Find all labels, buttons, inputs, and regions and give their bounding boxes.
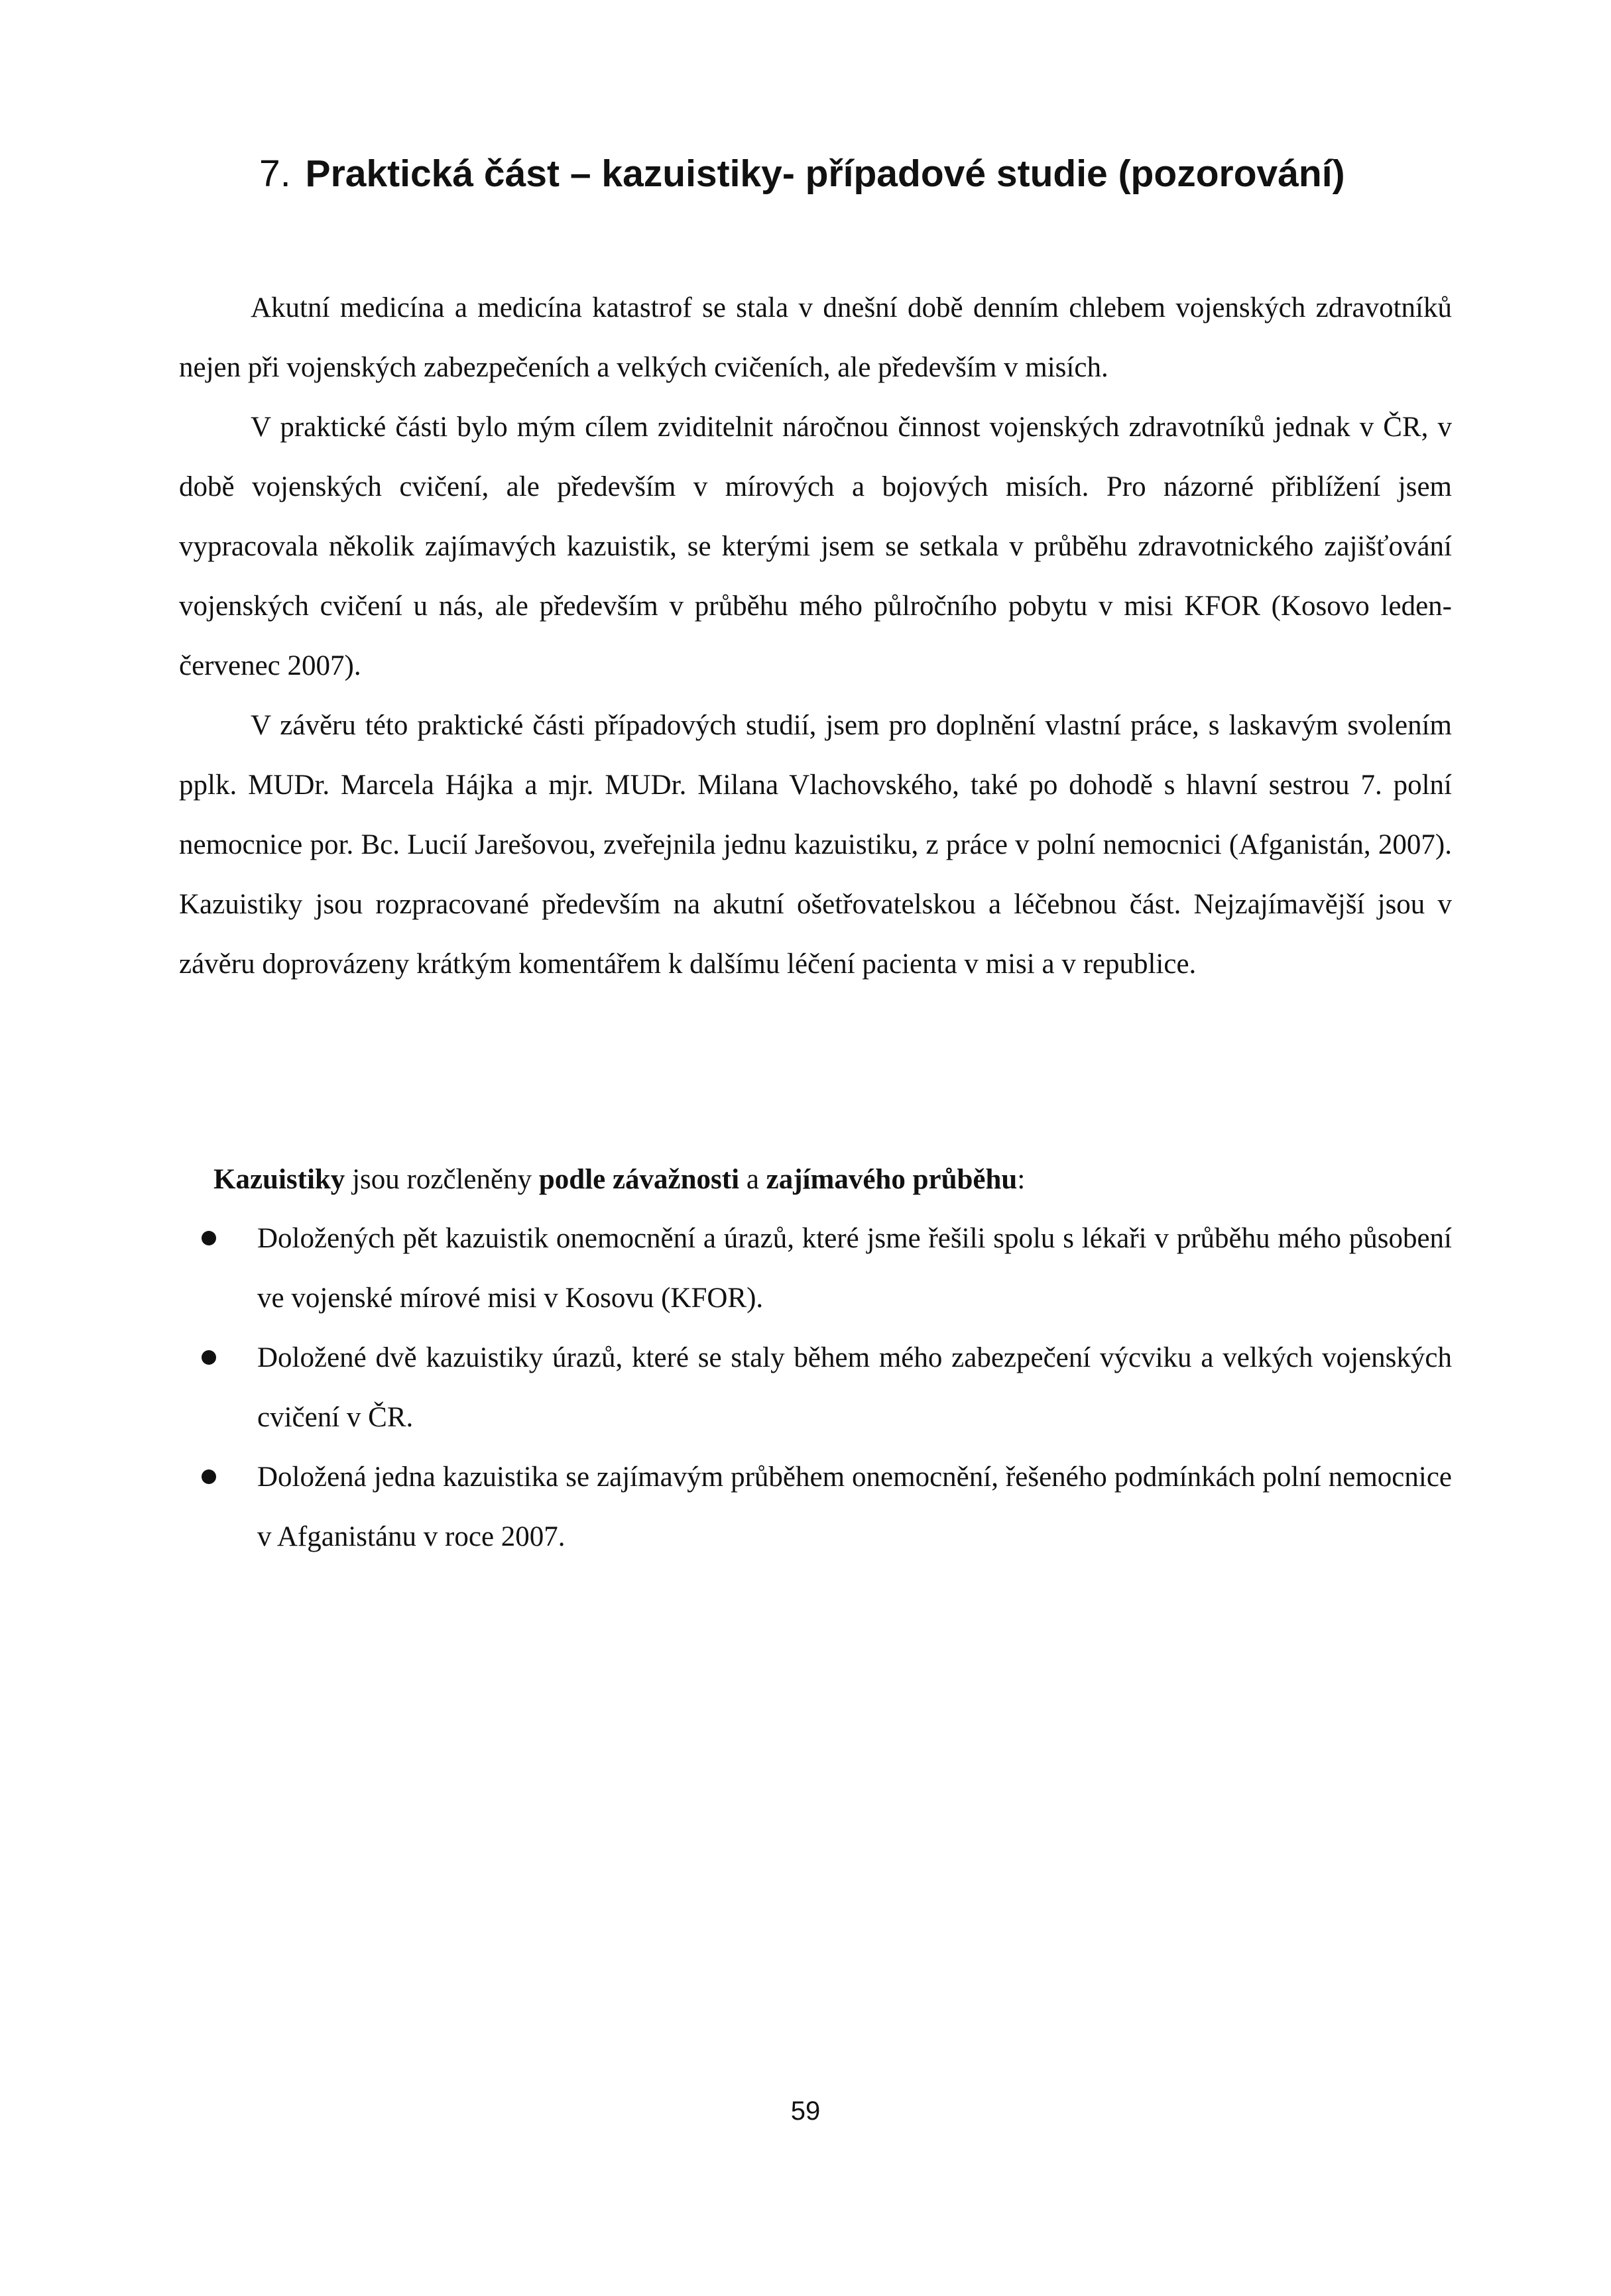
- paragraph-intro: Akutní medicína a medicína katastrof se stala v dnešní době denním chlebem vojenských zdravotníků nejen při vojenských zabezpečeních a velkých cvičeních, ale především v misích.: [179, 292, 1452, 383]
- list-intro-part: podle závažnosti: [538, 1164, 740, 1195]
- bullet-icon: [202, 1350, 216, 1365]
- section-title: Praktická část – kazuistiky- případové studie (pozorování): [305, 152, 1345, 195]
- list-item-text: Doložené dvě kazuistiky úrazů, které se staly během mého zabezpečení výcviku a velkých vojenských cvičení v ČR.: [257, 1342, 1452, 1433]
- list-item-text: Doložená jedna kazuistika se zajímavým průběhem onemocnění, řešeného podmínkách polní nemocnice v Afganistánu v roce 2007.: [257, 1462, 1452, 1552]
- list-intro-part: zajímavého průběhu: [766, 1164, 1018, 1195]
- case-list: [199, 1209, 1452, 1567]
- list-intro-part: a: [739, 1164, 766, 1195]
- list-intro-part: Kazuistiky: [213, 1164, 345, 1195]
- bullet-icon: [202, 1231, 216, 1245]
- section-number: 7.: [259, 152, 291, 195]
- list-intro-part: jsou rozčleněny: [345, 1164, 539, 1195]
- list-item: [199, 1448, 1452, 1567]
- list-intro: [213, 1150, 1460, 1210]
- paragraph-conclusion: V závěru této praktické části případových studií, jsem pro doplnění vlastní práce, s laskavým svolením pplk. MUDr. Marcela Hájka a mjr. MUDr. Milana Vlachovského, také po dohodě s hlavní sestrou 7. polní nemocnice por. Bc. Lucií Jarešovou, zveřejnila jednu kazuistiku, z práce v polní nemocnici (Afganistán, 2007). Kazuistiky jsou rozpracované především na akutní ošetřovatelskou a léčebnou část. Nejzajímavější jsou v závěru doprovázeny krátkým komentářem k dalšímu léčení pacienta v misi a v republice.: [179, 710, 1452, 980]
- section-heading: [259, 147, 1519, 200]
- list-item-text: Doložených pět kazuistik onemocnění a úrazů, které jsme řešili spolu s lékaři v průběhu mého působení ve vojenské mírové misi v Kosovu (KFOR).: [257, 1223, 1452, 1314]
- page-number: 59: [790, 2096, 821, 2126]
- list-item: [199, 1209, 1452, 1328]
- body-text: [179, 278, 1452, 994]
- paragraph-goal: V praktické části bylo mým cílem zviditelnit náročnou činnost vojenských zdravotníků jednak v ČR, v době vojenských cvičení, ale především v mírových a bojových misích. Pro názorné přiblížení jsem vypracovala několik zajímavých kazuistik, se kterými jsem se setkala v průběhu zdravotnického zajišťování vojenských cvičení u nás, ale především v průběhu mého půlročního pobytu v misi KFOR (Kosovo leden-červenec 2007).: [179, 412, 1452, 681]
- list-intro-part: :: [1017, 1164, 1026, 1195]
- list-item: [199, 1328, 1452, 1448]
- bullet-icon: [202, 1469, 216, 1484]
